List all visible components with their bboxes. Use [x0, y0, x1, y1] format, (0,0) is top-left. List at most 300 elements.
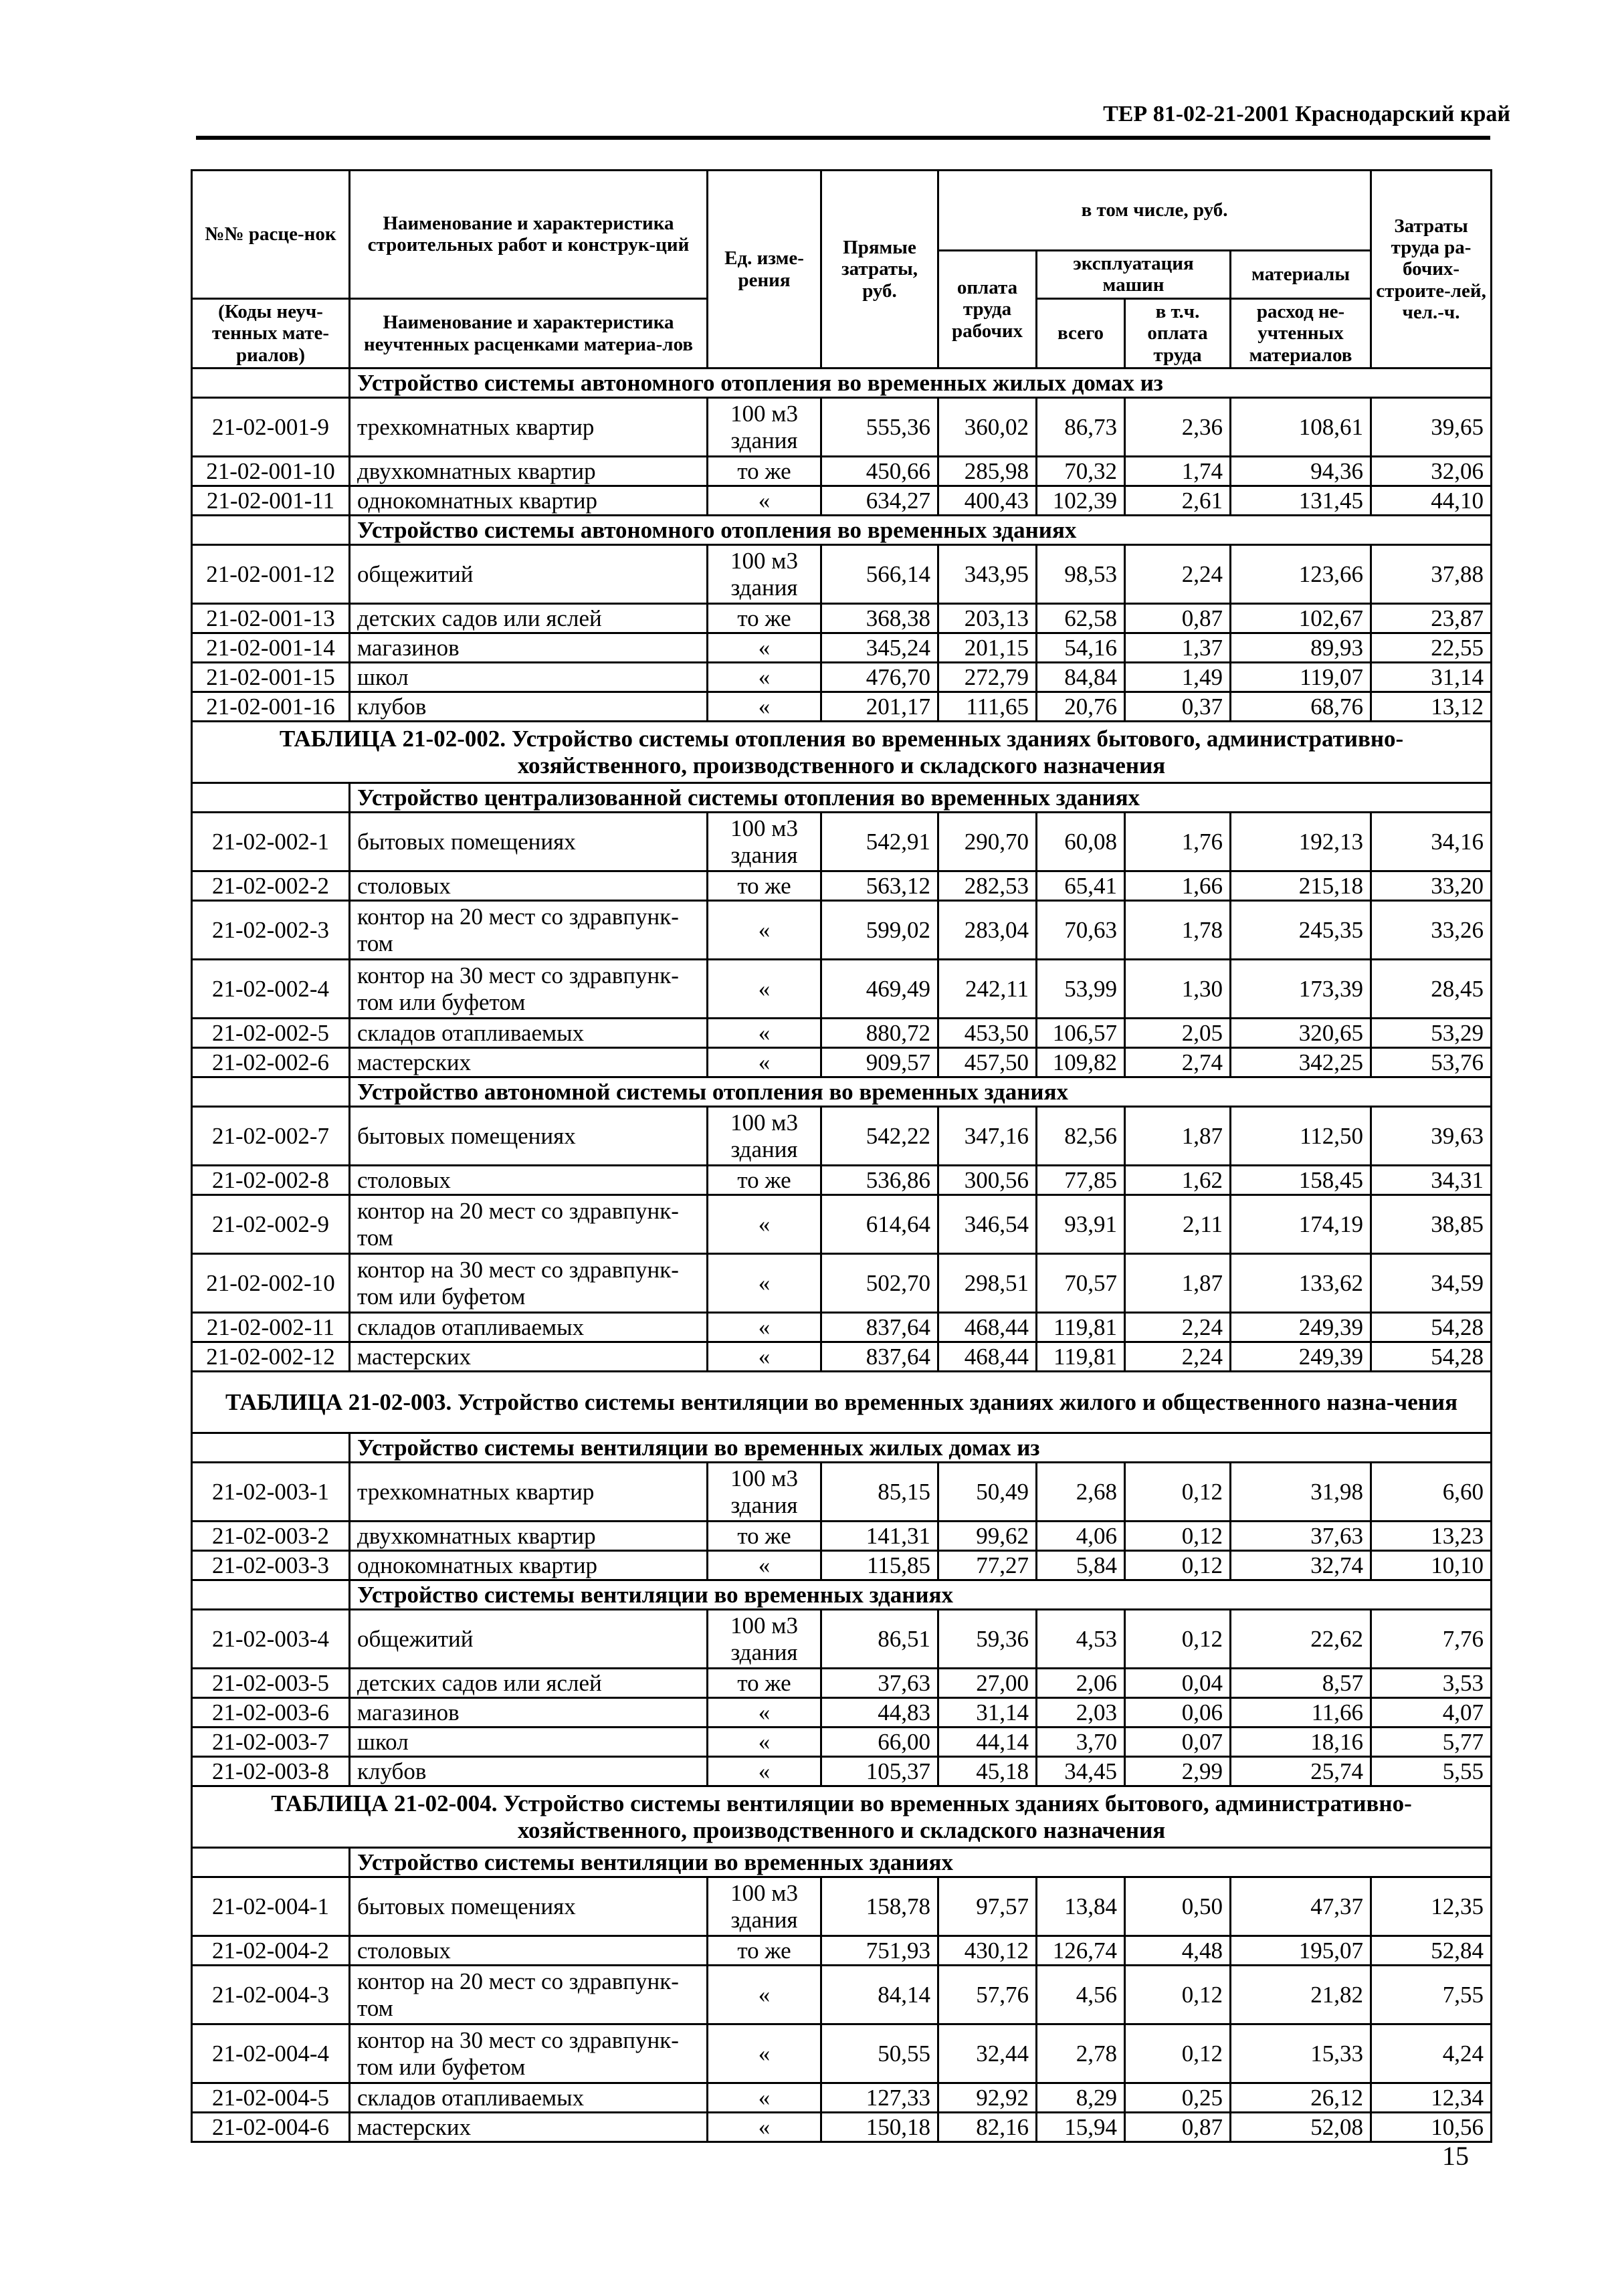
- table-row: [192, 457, 1492, 486]
- direct-cost: 345,24: [821, 633, 938, 663]
- wage-cost: 283,04: [938, 901, 1037, 960]
- rate-code: 21-02-003-3: [192, 1551, 350, 1580]
- machine-cost: 82,56: [1037, 1107, 1125, 1166]
- rate-code: 21-02-002-10: [192, 1254, 350, 1313]
- wage-cost: 59,36: [938, 1610, 1037, 1669]
- table-row: [192, 1195, 1492, 1254]
- work-name: контор на 20 мест со здравпунк-том: [350, 1966, 708, 2024]
- machine-cost: 34,45: [1037, 1757, 1125, 1786]
- work-name: общежитий: [350, 545, 708, 604]
- machine-wage: 2,61: [1125, 486, 1231, 516]
- machine-cost: 86,73: [1037, 398, 1125, 457]
- col-code-sub-header: (Коды неуч-тенных мате-риалов): [192, 298, 350, 368]
- table-row: [192, 1048, 1492, 1077]
- direct-cost: 127,33: [821, 2083, 938, 2113]
- labor-cost: 12,35: [1371, 1877, 1492, 1936]
- wage-cost: 468,44: [938, 1342, 1037, 1372]
- rate-code: 21-02-003-5: [192, 1669, 350, 1698]
- machine-wage: 2,99: [1125, 1757, 1231, 1786]
- rate-code: 21-02-001-15: [192, 663, 350, 692]
- table-row: [192, 1728, 1492, 1757]
- table-row: [192, 663, 1492, 692]
- col-materials-header: материалы: [1231, 251, 1371, 299]
- wage-cost: 430,12: [938, 1936, 1037, 1966]
- work-name: контор на 20 мест со здравпунк-том: [350, 901, 708, 960]
- machine-cost: 84,84: [1037, 663, 1125, 692]
- col-incl-header: в том числе, руб.: [938, 171, 1371, 251]
- table-row: [192, 1254, 1492, 1313]
- labor-cost: 13,12: [1371, 692, 1492, 722]
- direct-cost: 158,78: [821, 1877, 938, 1936]
- table-row: [192, 633, 1492, 663]
- wage-cost: 31,14: [938, 1698, 1037, 1728]
- section-row: [192, 1077, 1492, 1107]
- labor-cost: 54,28: [1371, 1313, 1492, 1342]
- labor-cost: 53,76: [1371, 1048, 1492, 1077]
- table-row: [192, 1669, 1492, 1698]
- materials-cost: 342,25: [1231, 1048, 1371, 1077]
- machine-wage: 2,11: [1125, 1195, 1231, 1254]
- materials-cost: 158,45: [1231, 1166, 1371, 1195]
- machine-cost: 54,16: [1037, 633, 1125, 663]
- rate-code: 21-02-004-5: [192, 2083, 350, 2113]
- machine-wage: 1,62: [1125, 1166, 1231, 1195]
- direct-cost: 614,64: [821, 1195, 938, 1254]
- labor-cost: 28,45: [1371, 960, 1492, 1019]
- work-name: детских садов или яслей: [350, 1669, 708, 1698]
- wage-cost: 201,15: [938, 633, 1037, 663]
- section-title: Устройство системы вентиляции во временных жилых домах из: [350, 1433, 1492, 1463]
- machine-wage: 0,04: [1125, 1669, 1231, 1698]
- wage-cost: 45,18: [938, 1757, 1037, 1786]
- wage-cost: 111,65: [938, 692, 1037, 722]
- machine-wage: 1,87: [1125, 1254, 1231, 1313]
- work-name: детских садов или яслей: [350, 604, 708, 633]
- wage-cost: 242,11: [938, 960, 1037, 1019]
- machine-cost: 2,78: [1037, 2024, 1125, 2083]
- work-name: мастерских: [350, 1342, 708, 1372]
- labor-cost: 12,34: [1371, 2083, 1492, 2113]
- table-row: [192, 1551, 1492, 1580]
- labor-cost: 32,06: [1371, 457, 1492, 486]
- direct-cost: 50,55: [821, 2024, 938, 2083]
- machine-cost: 102,39: [1037, 486, 1125, 516]
- work-name: мастерских: [350, 2113, 708, 2142]
- labor-cost: 38,85: [1371, 1195, 1492, 1254]
- rate-code: 21-02-001-12: [192, 545, 350, 604]
- direct-cost: 542,22: [821, 1107, 938, 1166]
- machine-cost: 70,63: [1037, 901, 1125, 960]
- unit: «: [708, 2113, 821, 2142]
- rate-code: 21-02-003-1: [192, 1463, 350, 1522]
- materials-cost: 320,65: [1231, 1019, 1371, 1048]
- labor-cost: 7,76: [1371, 1610, 1492, 1669]
- labor-cost: 37,88: [1371, 545, 1492, 604]
- table-row: [192, 1166, 1492, 1195]
- materials-cost: 15,33: [1231, 2024, 1371, 2083]
- labor-cost: 10,10: [1371, 1551, 1492, 1580]
- direct-cost: 880,72: [821, 1019, 938, 1048]
- rate-code: 21-02-002-1: [192, 813, 350, 871]
- machine-wage: 0,12: [1125, 1966, 1231, 2024]
- unit: 100 м3 здания: [708, 398, 821, 457]
- direct-cost: 44,83: [821, 1698, 938, 1728]
- materials-cost: 173,39: [1231, 960, 1371, 1019]
- rate-code: 21-02-003-6: [192, 1698, 350, 1728]
- work-name: мастерских: [350, 1048, 708, 1077]
- direct-cost: 476,70: [821, 663, 938, 692]
- wage-cost: 343,95: [938, 545, 1037, 604]
- unit: «: [708, 1757, 821, 1786]
- labor-cost: 31,14: [1371, 663, 1492, 692]
- rate-code: 21-02-002-9: [192, 1195, 350, 1254]
- work-name: складов отапливаемых: [350, 2083, 708, 2113]
- rate-code: 21-02-001-13: [192, 604, 350, 633]
- unit: то же: [708, 1669, 821, 1698]
- wage-cost: 468,44: [938, 1313, 1037, 1342]
- section-spacer: [192, 1848, 350, 1877]
- wage-cost: 347,16: [938, 1107, 1037, 1166]
- unit: «: [708, 1551, 821, 1580]
- direct-cost: 201,17: [821, 692, 938, 722]
- unit: «: [708, 1342, 821, 1372]
- labor-cost: 22,55: [1371, 633, 1492, 663]
- labor-cost: 13,23: [1371, 1522, 1492, 1551]
- wage-cost: 457,50: [938, 1048, 1037, 1077]
- table-row: [192, 1313, 1492, 1342]
- wage-cost: 203,13: [938, 604, 1037, 633]
- col-name-sub-header: Наименование и характеристика неучтенных расценками материа-лов: [350, 298, 708, 368]
- labor-cost: 34,31: [1371, 1166, 1492, 1195]
- direct-cost: 566,14: [821, 545, 938, 604]
- direct-cost: 634,27: [821, 486, 938, 516]
- col-code-header: №№ расце-нок: [192, 171, 350, 299]
- materials-cost: 11,66: [1231, 1698, 1371, 1728]
- direct-cost: 563,12: [821, 871, 938, 901]
- machine-wage: 1,49: [1125, 663, 1231, 692]
- wage-cost: 27,00: [938, 1669, 1037, 1698]
- unit: то же: [708, 604, 821, 633]
- wage-cost: 57,76: [938, 1966, 1037, 2024]
- machine-cost: 106,57: [1037, 1019, 1125, 1048]
- table-row: [192, 545, 1492, 604]
- materials-cost: 22,62: [1231, 1610, 1371, 1669]
- machine-wage: 2,24: [1125, 1342, 1231, 1372]
- direct-cost: 368,38: [821, 604, 938, 633]
- direct-cost: 115,85: [821, 1551, 938, 1580]
- machine-cost: 119,81: [1037, 1313, 1125, 1342]
- table-row: [192, 1463, 1492, 1522]
- wage-cost: 282,53: [938, 871, 1037, 901]
- materials-cost: 68,76: [1231, 692, 1371, 722]
- section-title: Устройство системы автономного отопления во временных зданиях: [350, 516, 1492, 545]
- unit: «: [708, 486, 821, 516]
- rate-code: 21-02-002-4: [192, 960, 350, 1019]
- materials-cost: 31,98: [1231, 1463, 1371, 1522]
- labor-cost: 23,87: [1371, 604, 1492, 633]
- work-name: складов отапливаемых: [350, 1313, 708, 1342]
- labor-cost: 4,24: [1371, 2024, 1492, 2083]
- machine-wage: 1,78: [1125, 901, 1231, 960]
- work-name: общежитий: [350, 1610, 708, 1669]
- machine-cost: 4,06: [1037, 1522, 1125, 1551]
- rate-code: 21-02-002-11: [192, 1313, 350, 1342]
- unit: то же: [708, 457, 821, 486]
- table-row: [192, 1342, 1492, 1372]
- materials-cost: 249,39: [1231, 1313, 1371, 1342]
- wage-cost: 346,54: [938, 1195, 1037, 1254]
- unit: «: [708, 960, 821, 1019]
- wage-cost: 272,79: [938, 663, 1037, 692]
- section-title: Устройство централизованной системы отопления во временных зданиях: [350, 783, 1492, 813]
- table-row: [192, 813, 1492, 871]
- materials-cost: 18,16: [1231, 1728, 1371, 1757]
- machine-cost: 3,70: [1037, 1728, 1125, 1757]
- unit: «: [708, 692, 821, 722]
- labor-cost: 44,10: [1371, 486, 1492, 516]
- rate-code: 21-02-001-9: [192, 398, 350, 457]
- rate-code: 21-02-004-6: [192, 2113, 350, 2142]
- section-spacer: [192, 516, 350, 545]
- work-name: контор на 20 мест со здравпунк-том: [350, 1195, 708, 1254]
- section-title: Устройство автономной системы отопления во временных зданиях: [350, 1077, 1492, 1107]
- unit: «: [708, 663, 821, 692]
- machine-wage: 0,06: [1125, 1698, 1231, 1728]
- machine-cost: 70,32: [1037, 457, 1125, 486]
- table-row: [192, 1936, 1492, 1966]
- materials-cost: 174,19: [1231, 1195, 1371, 1254]
- materials-cost: 94,36: [1231, 457, 1371, 486]
- labor-cost: 33,26: [1371, 901, 1492, 960]
- rate-code: 21-02-002-3: [192, 901, 350, 960]
- section-spacer: [192, 1433, 350, 1463]
- direct-cost: 105,37: [821, 1757, 938, 1786]
- machine-wage: 0,12: [1125, 1551, 1231, 1580]
- table-row: [192, 2024, 1492, 2083]
- machine-cost: 53,99: [1037, 960, 1125, 1019]
- table-row: [192, 1966, 1492, 2024]
- page-number: 15: [1442, 2141, 1469, 2171]
- unit: 100 м3 здания: [708, 813, 821, 871]
- table-title-row: [192, 1786, 1492, 1848]
- rate-code: 21-02-004-4: [192, 2024, 350, 2083]
- machine-wage: 2,36: [1125, 398, 1231, 457]
- unit: «: [708, 2024, 821, 2083]
- work-name: контор на 30 мест со здравпунк-том или буфетом: [350, 2024, 708, 2083]
- rate-code: 21-02-004-1: [192, 1877, 350, 1936]
- rate-code: 21-02-001-11: [192, 486, 350, 516]
- wage-cost: 77,27: [938, 1551, 1037, 1580]
- unit: то же: [708, 1166, 821, 1195]
- machine-cost: 8,29: [1037, 2083, 1125, 2113]
- direct-cost: 909,57: [821, 1048, 938, 1077]
- unit: 100 м3 здания: [708, 1107, 821, 1166]
- labor-cost: 52,84: [1371, 1936, 1492, 1966]
- section-title: Устройство системы автономного отопления во временных жилых домах из: [350, 369, 1492, 398]
- labor-cost: 3,53: [1371, 1669, 1492, 1698]
- materials-cost: 123,66: [1231, 545, 1371, 604]
- unit: то же: [708, 871, 821, 901]
- section-spacer: [192, 1077, 350, 1107]
- labor-cost: 5,77: [1371, 1728, 1492, 1757]
- table-row: [192, 901, 1492, 960]
- materials-cost: 32,74: [1231, 1551, 1371, 1580]
- machine-wage: 1,37: [1125, 633, 1231, 663]
- direct-cost: 150,18: [821, 2113, 938, 2142]
- section-title: Устройство системы вентиляции во временных зданиях: [350, 1848, 1492, 1877]
- labor-cost: 10,56: [1371, 2113, 1492, 2142]
- machine-wage: 0,12: [1125, 1610, 1231, 1669]
- table-row: [192, 1522, 1492, 1551]
- materials-cost: 192,13: [1231, 813, 1371, 871]
- section-spacer: [192, 1580, 350, 1610]
- table-title-row: [192, 722, 1492, 783]
- unit: «: [708, 1254, 821, 1313]
- materials-cost: 37,63: [1231, 1522, 1371, 1551]
- machine-cost: 77,85: [1037, 1166, 1125, 1195]
- table-title-row: [192, 1372, 1492, 1433]
- wage-cost: 300,56: [938, 1166, 1037, 1195]
- wage-cost: 298,51: [938, 1254, 1037, 1313]
- wage-cost: 92,92: [938, 2083, 1037, 2113]
- wage-cost: 44,14: [938, 1728, 1037, 1757]
- materials-cost: 131,45: [1231, 486, 1371, 516]
- machine-cost: 20,76: [1037, 692, 1125, 722]
- header-row-1: [192, 171, 1492, 251]
- machine-cost: 2,03: [1037, 1698, 1125, 1728]
- table-row: [192, 1610, 1492, 1669]
- direct-cost: 751,93: [821, 1936, 938, 1966]
- direct-cost: 450,66: [821, 457, 938, 486]
- machine-wage: 0,25: [1125, 2083, 1231, 2113]
- table-row: [192, 1698, 1492, 1728]
- machine-wage: 2,24: [1125, 1313, 1231, 1342]
- machine-wage: 0,37: [1125, 692, 1231, 722]
- section-title: Устройство системы вентиляции во временных зданиях: [350, 1580, 1492, 1610]
- work-name: трехкомнатных квартир: [350, 398, 708, 457]
- table-row: [192, 486, 1492, 516]
- document-code: ТЕР 81-02-21-2001 Краснодарский край: [1103, 102, 1510, 126]
- machine-wage: 1,74: [1125, 457, 1231, 486]
- rate-code: 21-02-002-12: [192, 1342, 350, 1372]
- work-name: столовых: [350, 1936, 708, 1966]
- materials-cost: 102,67: [1231, 604, 1371, 633]
- direct-cost: 837,64: [821, 1342, 938, 1372]
- direct-cost: 536,86: [821, 1166, 938, 1195]
- work-name: контор на 30 мест со здравпунк-том или буфетом: [350, 1254, 708, 1313]
- table-row: [192, 1877, 1492, 1936]
- direct-cost: 66,00: [821, 1728, 938, 1757]
- labor-cost: 4,07: [1371, 1698, 1492, 1728]
- machine-wage: 2,24: [1125, 545, 1231, 604]
- direct-cost: 599,02: [821, 901, 938, 960]
- materials-cost: 47,37: [1231, 1877, 1371, 1936]
- col-machines-header: эксплуатация машин: [1037, 251, 1231, 299]
- col-materials-sub-header: расход не-учтенных материалов: [1231, 298, 1371, 368]
- rate-code: 21-02-002-8: [192, 1166, 350, 1195]
- unit: «: [708, 1195, 821, 1254]
- work-name: двухкомнатных квартир: [350, 457, 708, 486]
- direct-cost: 86,51: [821, 1610, 938, 1669]
- work-name: школ: [350, 663, 708, 692]
- work-name: магазинов: [350, 1698, 708, 1728]
- unit: «: [708, 1698, 821, 1728]
- col-mach-total-header: всего: [1037, 298, 1125, 368]
- unit: то же: [708, 1936, 821, 1966]
- wage-cost: 290,70: [938, 813, 1037, 871]
- wage-cost: 453,50: [938, 1019, 1037, 1048]
- unit: «: [708, 1019, 821, 1048]
- labor-cost: 7,55: [1371, 1966, 1492, 2024]
- labor-cost: 39,65: [1371, 398, 1492, 457]
- table-row: [192, 398, 1492, 457]
- materials-cost: 52,08: [1231, 2113, 1371, 2142]
- machine-wage: 0,87: [1125, 604, 1231, 633]
- materials-cost: 215,18: [1231, 871, 1371, 901]
- labor-cost: 5,55: [1371, 1757, 1492, 1786]
- machine-cost: 70,57: [1037, 1254, 1125, 1313]
- machine-cost: 13,84: [1037, 1877, 1125, 1936]
- rate-code: 21-02-002-5: [192, 1019, 350, 1048]
- labor-cost: 39,63: [1371, 1107, 1492, 1166]
- labor-cost: 54,28: [1371, 1342, 1492, 1372]
- materials-cost: 21,82: [1231, 1966, 1371, 2024]
- machine-cost: 2,06: [1037, 1669, 1125, 1698]
- machine-wage: 2,05: [1125, 1019, 1231, 1048]
- labor-cost: 6,60: [1371, 1463, 1492, 1522]
- machine-wage: 1,66: [1125, 871, 1231, 901]
- machine-wage: 0,12: [1125, 1522, 1231, 1551]
- rate-code: 21-02-003-8: [192, 1757, 350, 1786]
- wage-cost: 285,98: [938, 457, 1037, 486]
- machine-wage: 0,87: [1125, 2113, 1231, 2142]
- unit: 100 м3 здания: [708, 545, 821, 604]
- unit: «: [708, 2083, 821, 2113]
- direct-cost: 84,14: [821, 1966, 938, 2024]
- machine-wage: 2,74: [1125, 1048, 1231, 1077]
- rate-code: 21-02-002-2: [192, 871, 350, 901]
- section-row: [192, 1433, 1492, 1463]
- col-wage-header: оплата труда рабочих: [938, 251, 1037, 369]
- materials-cost: 195,07: [1231, 1936, 1371, 1966]
- work-name: столовых: [350, 1166, 708, 1195]
- rate-code: 21-02-002-6: [192, 1048, 350, 1077]
- wage-cost: 50,49: [938, 1463, 1037, 1522]
- work-name: бытовых помещениях: [350, 1877, 708, 1936]
- machine-cost: 93,91: [1037, 1195, 1125, 1254]
- rates-table: [191, 169, 1492, 2143]
- labor-cost: 34,16: [1371, 813, 1492, 871]
- table-row: [192, 871, 1492, 901]
- machine-wage: 1,30: [1125, 960, 1231, 1019]
- work-name: однокомнатных квартир: [350, 1551, 708, 1580]
- work-name: однокомнатных квартир: [350, 486, 708, 516]
- work-name: школ: [350, 1728, 708, 1757]
- unit: «: [708, 633, 821, 663]
- wage-cost: 97,57: [938, 1877, 1037, 1936]
- direct-cost: 837,64: [821, 1313, 938, 1342]
- machine-wage: 0,12: [1125, 2024, 1231, 2083]
- unit: «: [708, 1313, 821, 1342]
- machine-wage: 0,50: [1125, 1877, 1231, 1936]
- machine-wage: 1,76: [1125, 813, 1231, 871]
- work-name: складов отапливаемых: [350, 1019, 708, 1048]
- rate-code: 21-02-002-7: [192, 1107, 350, 1166]
- work-name: столовых: [350, 871, 708, 901]
- rate-code: 21-02-003-4: [192, 1610, 350, 1669]
- machine-cost: 5,84: [1037, 1551, 1125, 1580]
- table-row: [192, 1019, 1492, 1048]
